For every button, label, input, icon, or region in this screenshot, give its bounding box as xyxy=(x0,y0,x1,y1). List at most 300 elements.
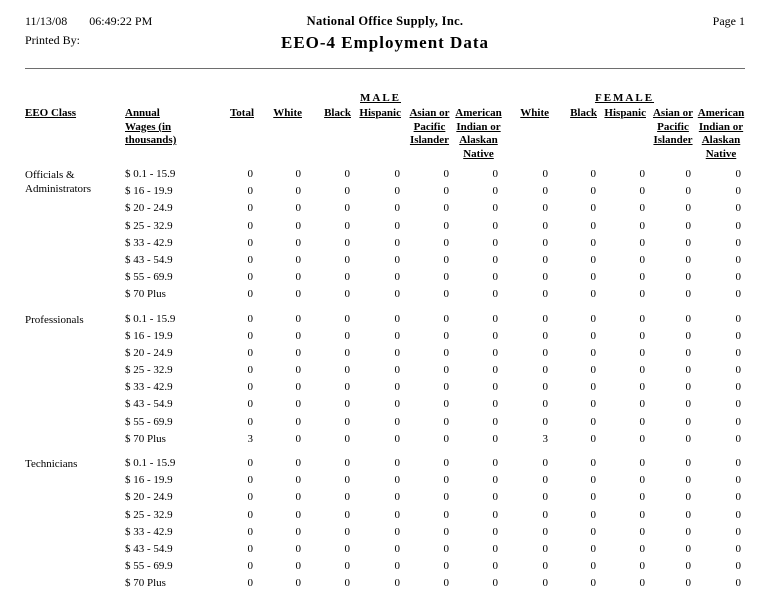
column-header-line: White xyxy=(273,107,302,119)
value-female-hispanic: 0 xyxy=(639,253,645,266)
value-female-asian-pacific-islander: 0 xyxy=(685,398,691,411)
value-female-white: 0 xyxy=(542,312,548,325)
value-female-hispanic: 0 xyxy=(639,381,645,394)
value-male-black: 0 xyxy=(344,491,350,504)
column-header-male-white xyxy=(258,107,306,121)
value-male-american-indian-alaskan-native: 0 xyxy=(492,525,498,538)
column-header-line: Pacific xyxy=(657,120,689,133)
male-group-header xyxy=(258,92,503,104)
value-male-black: 0 xyxy=(344,202,350,215)
column-header-line: American xyxy=(697,107,745,119)
wage-band-cell: $ 55 - 69.9 xyxy=(125,271,173,284)
value-female-american-indian-alaskan-native: 0 xyxy=(735,491,741,504)
column-header-eeo-class xyxy=(25,107,125,121)
column-header-female-black xyxy=(553,107,601,121)
value-male-american-indian-alaskan-native: 0 xyxy=(492,491,498,504)
value-female-white: 0 xyxy=(542,219,548,232)
value-total: 0 xyxy=(247,168,253,180)
value-male-hispanic: 0 xyxy=(394,346,400,359)
value-male-asian-pacific-islander: 0 xyxy=(443,312,449,325)
value-total: 0 xyxy=(247,577,253,590)
company-name: National Office Supply, Inc. xyxy=(306,14,464,28)
value-male-american-indian-alaskan-native: 0 xyxy=(492,312,498,325)
value-male-white: 0 xyxy=(295,346,301,359)
value-male-asian-pacific-islander: 0 xyxy=(443,271,449,284)
value-female-white: 0 xyxy=(542,577,548,590)
value-female-asian-pacific-islander: 0 xyxy=(685,364,691,377)
value-female-white: 0 xyxy=(542,346,548,359)
value-female-hispanic: 0 xyxy=(639,577,645,590)
value-male-asian-pacific-islander: 0 xyxy=(443,415,449,428)
value-female-american-indian-alaskan-native: 0 xyxy=(735,364,741,377)
value-female-black: 0 xyxy=(590,398,596,411)
value-female-asian-pacific-islander: 0 xyxy=(685,271,691,284)
value-female-hispanic: 0 xyxy=(639,457,645,469)
value-female-american-indian-alaskan-native: 0 xyxy=(735,415,741,428)
column-header-line: Indian or xyxy=(698,120,744,133)
value-female-black: 0 xyxy=(590,329,596,342)
value-female-hispanic: 0 xyxy=(639,168,645,180)
value-male-black: 0 xyxy=(344,288,350,301)
value-male-asian-pacific-islander: 0 xyxy=(443,168,449,180)
value-male-white: 0 xyxy=(295,312,301,325)
value-male-american-indian-alaskan-native: 0 xyxy=(492,381,498,394)
wage-band-cell: $ 20 - 24.9 xyxy=(125,346,173,359)
value-male-american-indian-alaskan-native: 0 xyxy=(492,560,498,573)
value-total: 3 xyxy=(247,432,253,445)
value-total: 0 xyxy=(247,525,253,538)
wage-band-cell: $ 55 - 69.9 xyxy=(125,415,173,428)
value-male-black: 0 xyxy=(344,185,350,198)
value-male-asian-pacific-islander: 0 xyxy=(443,364,449,377)
value-female-american-indian-alaskan-native: 0 xyxy=(735,577,741,590)
value-female-asian-pacific-islander: 0 xyxy=(685,457,691,469)
value-male-american-indian-alaskan-native: 0 xyxy=(492,577,498,590)
value-female-asian-pacific-islander: 0 xyxy=(685,525,691,538)
value-male-black: 0 xyxy=(344,508,350,521)
value-female-black: 0 xyxy=(590,236,596,249)
value-female-american-indian-alaskan-native: 0 xyxy=(735,381,741,394)
column-header-line: Native xyxy=(463,147,494,160)
value-male-american-indian-alaskan-native: 0 xyxy=(492,329,498,342)
gender-group-header-row xyxy=(25,92,745,104)
value-total: 0 xyxy=(247,364,253,377)
value-male-asian-pacific-islander: 0 xyxy=(443,560,449,573)
value-female-asian-pacific-islander: 0 xyxy=(685,253,691,266)
value-female-asian-pacific-islander: 0 xyxy=(685,508,691,521)
value-female-american-indian-alaskan-native: 0 xyxy=(735,219,741,232)
value-total: 0 xyxy=(247,542,253,555)
value-female-american-indian-alaskan-native: 0 xyxy=(735,253,741,266)
wage-band-cell: $ 70 Plus xyxy=(125,432,166,445)
value-total: 0 xyxy=(247,271,253,284)
value-male-asian-pacific-islander: 0 xyxy=(443,525,449,538)
value-female-american-indian-alaskan-native: 0 xyxy=(735,432,741,445)
value-male-asian-pacific-islander: 0 xyxy=(443,236,449,249)
value-female-american-indian-alaskan-native: 0 xyxy=(735,329,741,342)
value-male-american-indian-alaskan-native: 0 xyxy=(492,432,498,445)
value-male-hispanic: 0 xyxy=(394,415,400,428)
value-female-white: 0 xyxy=(542,560,548,573)
page-header-line2 xyxy=(25,33,745,60)
value-female-asian-pacific-islander: 0 xyxy=(685,432,691,445)
value-female-white: 0 xyxy=(542,288,548,301)
value-male-asian-pacific-islander: 0 xyxy=(443,398,449,411)
value-female-asian-pacific-islander: 0 xyxy=(685,381,691,394)
value-male-american-indian-alaskan-native: 0 xyxy=(492,542,498,555)
value-female-hispanic: 0 xyxy=(639,508,645,521)
value-male-hispanic: 0 xyxy=(394,491,400,504)
value-male-hispanic: 0 xyxy=(394,542,400,555)
value-male-black: 0 xyxy=(344,236,350,249)
value-total: 0 xyxy=(247,491,253,504)
value-male-american-indian-alaskan-native: 0 xyxy=(492,253,498,266)
value-male-asian-pacific-islander: 0 xyxy=(443,542,449,555)
value-male-black: 0 xyxy=(344,381,350,394)
column-header-line: Pacific xyxy=(413,120,446,133)
value-male-asian-pacific-islander: 0 xyxy=(443,185,449,198)
value-total: 0 xyxy=(247,415,253,428)
value-male-white: 0 xyxy=(295,432,301,445)
value-female-hispanic: 0 xyxy=(639,288,645,301)
value-male-black: 0 xyxy=(344,474,350,487)
value-female-white: 0 xyxy=(542,415,548,428)
value-female-asian-pacific-islander: 0 xyxy=(685,560,691,573)
value-male-hispanic: 0 xyxy=(394,329,400,342)
column-header-male-hispanic xyxy=(355,107,405,121)
value-male-american-indian-alaskan-native: 0 xyxy=(492,508,498,521)
value-female-white: 0 xyxy=(542,474,548,487)
value-male-asian-pacific-islander: 0 xyxy=(443,288,449,301)
value-male-black: 0 xyxy=(344,219,350,232)
female-group-label: FEMALE xyxy=(594,92,655,104)
value-total: 0 xyxy=(247,560,253,573)
eeo-class-label xyxy=(25,455,125,471)
value-male-white: 0 xyxy=(295,288,301,301)
value-male-american-indian-alaskan-native: 0 xyxy=(492,219,498,232)
value-female-black: 0 xyxy=(590,185,596,198)
value-female-asian-pacific-islander: 0 xyxy=(685,415,691,428)
value-female-american-indian-alaskan-native: 0 xyxy=(735,457,741,469)
value-female-black: 0 xyxy=(590,381,596,394)
value-male-white: 0 xyxy=(295,364,301,377)
value-female-black: 0 xyxy=(590,525,596,538)
value-female-asian-pacific-islander: 0 xyxy=(685,577,691,590)
column-header-line: Indian or xyxy=(456,120,501,133)
value-male-asian-pacific-islander: 0 xyxy=(443,329,449,342)
value-female-hispanic: 0 xyxy=(639,542,645,555)
value-female-white: 0 xyxy=(542,329,548,342)
wage-band-cell: $ 43 - 54.9 xyxy=(125,253,173,266)
value-female-hispanic: 0 xyxy=(639,185,645,198)
value-male-hispanic: 0 xyxy=(394,381,400,394)
wage-band-cell: $ 43 - 54.9 xyxy=(125,398,173,411)
value-male-hispanic: 0 xyxy=(394,474,400,487)
value-male-white: 0 xyxy=(295,168,301,180)
value-female-black: 0 xyxy=(590,364,596,377)
wage-band-cell: $ 43 - 54.9 xyxy=(125,542,173,555)
value-male-american-indian-alaskan-native: 0 xyxy=(492,236,498,249)
wage-band-cell: $ 16 - 19.9 xyxy=(125,329,173,342)
value-female-american-indian-alaskan-native: 0 xyxy=(735,288,741,301)
value-male-hispanic: 0 xyxy=(394,312,400,325)
value-female-hispanic: 0 xyxy=(639,474,645,487)
value-male-white: 0 xyxy=(295,560,301,573)
value-female-american-indian-alaskan-native: 0 xyxy=(735,346,741,359)
value-male-american-indian-alaskan-native: 0 xyxy=(492,364,498,377)
column-header-line: Black xyxy=(324,107,351,119)
value-male-black: 0 xyxy=(344,398,350,411)
value-male-white: 0 xyxy=(295,457,301,469)
column-header-line: Hispanic xyxy=(604,107,646,119)
page-header-line1 xyxy=(25,14,745,33)
value-female-asian-pacific-islander: 0 xyxy=(685,491,691,504)
male-group-label: MALE xyxy=(360,92,401,104)
column-header-line: Alaskan xyxy=(459,134,498,146)
value-female-black: 0 xyxy=(590,491,596,504)
value-total: 0 xyxy=(247,219,253,232)
wage-band-cell: $ 16 - 19.9 xyxy=(125,185,173,198)
wage-band-cell: $ 0.1 - 15.9 xyxy=(125,168,176,180)
value-male-hispanic: 0 xyxy=(394,168,400,180)
column-header-line: Hispanic xyxy=(359,107,401,119)
value-male-american-indian-alaskan-native: 0 xyxy=(492,398,498,411)
value-female-hispanic: 0 xyxy=(639,525,645,538)
value-total: 0 xyxy=(247,236,253,249)
value-total: 0 xyxy=(247,253,253,266)
column-header-row xyxy=(25,107,745,161)
value-female-white: 3 xyxy=(542,432,548,445)
value-female-black: 0 xyxy=(590,312,596,325)
value-male-hispanic: 0 xyxy=(394,577,400,590)
annual-wages-header-line: thousands) xyxy=(125,134,177,146)
column-header-female-white xyxy=(503,107,553,121)
value-total: 0 xyxy=(247,508,253,521)
eeo-class-header-label: EEO Class xyxy=(25,107,77,119)
value-female-black: 0 xyxy=(590,415,596,428)
value-female-white: 0 xyxy=(542,525,548,538)
column-header-female-asian-pacific-islander xyxy=(650,107,696,148)
value-male-asian-pacific-islander: 0 xyxy=(443,253,449,266)
value-male-white: 0 xyxy=(295,415,301,428)
eeo-class-label xyxy=(25,311,125,327)
value-female-black: 0 xyxy=(590,271,596,284)
value-total: 0 xyxy=(247,457,253,469)
value-male-american-indian-alaskan-native: 0 xyxy=(492,474,498,487)
value-female-asian-pacific-islander: 0 xyxy=(685,329,691,342)
column-header-line: Islander xyxy=(409,134,450,146)
value-male-white: 0 xyxy=(295,202,301,215)
value-male-hispanic: 0 xyxy=(394,236,400,249)
value-male-hispanic: 0 xyxy=(394,253,400,266)
value-female-black: 0 xyxy=(590,168,596,180)
annual-wages-header-line: Wages (in xyxy=(125,120,172,133)
column-header-line: Asian or xyxy=(409,107,450,119)
printed-by-label: Printed By: xyxy=(25,33,81,47)
female-group-header xyxy=(503,92,746,104)
value-male-asian-pacific-islander: 0 xyxy=(443,577,449,590)
value-female-american-indian-alaskan-native: 0 xyxy=(735,168,741,180)
value-male-asian-pacific-islander: 0 xyxy=(443,432,449,445)
value-female-american-indian-alaskan-native: 0 xyxy=(735,185,741,198)
column-header-line: Alaskan xyxy=(701,134,741,146)
value-female-american-indian-alaskan-native: 0 xyxy=(735,236,741,249)
wage-band-cell: $ 25 - 32.9 xyxy=(125,364,173,377)
value-female-black: 0 xyxy=(590,346,596,359)
value-male-american-indian-alaskan-native: 0 xyxy=(492,168,498,180)
eeo-class-label-line: Officials & xyxy=(25,169,75,181)
value-female-black: 0 xyxy=(590,432,596,445)
wage-band-cell: $ 20 - 24.9 xyxy=(125,202,173,215)
value-total: 0 xyxy=(247,381,253,394)
value-male-american-indian-alaskan-native: 0 xyxy=(492,346,498,359)
report-date: 11/13/08 xyxy=(25,14,68,28)
value-female-american-indian-alaskan-native: 0 xyxy=(735,508,741,521)
value-female-black: 0 xyxy=(590,202,596,215)
wage-band-cell: $ 0.1 - 15.9 xyxy=(125,457,176,469)
value-total: 0 xyxy=(247,202,253,215)
value-total: 0 xyxy=(247,474,253,487)
wage-band-cell: $ 16 - 19.9 xyxy=(125,474,173,487)
eeo-class-group-0 xyxy=(25,166,745,304)
value-male-white: 0 xyxy=(295,525,301,538)
value-female-asian-pacific-islander: 0 xyxy=(685,542,691,555)
value-male-black: 0 xyxy=(344,364,350,377)
value-male-asian-pacific-islander: 0 xyxy=(443,474,449,487)
value-male-hispanic: 0 xyxy=(394,185,400,198)
value-female-hispanic: 0 xyxy=(639,236,645,249)
value-male-white: 0 xyxy=(295,253,301,266)
value-female-hispanic: 0 xyxy=(639,202,645,215)
value-male-american-indian-alaskan-native: 0 xyxy=(492,185,498,198)
value-male-hispanic: 0 xyxy=(394,508,400,521)
value-female-hispanic: 0 xyxy=(639,346,645,359)
value-female-white: 0 xyxy=(542,253,548,266)
table-body xyxy=(25,166,745,593)
value-female-white: 0 xyxy=(542,236,548,249)
value-female-american-indian-alaskan-native: 0 xyxy=(735,398,741,411)
value-female-white: 0 xyxy=(542,185,548,198)
wage-band-cell: $ 0.1 - 15.9 xyxy=(125,312,176,325)
value-male-black: 0 xyxy=(344,525,350,538)
value-female-black: 0 xyxy=(590,577,596,590)
value-female-white: 0 xyxy=(542,364,548,377)
value-female-white: 0 xyxy=(542,508,548,521)
value-male-black: 0 xyxy=(344,415,350,428)
value-male-hispanic: 0 xyxy=(394,288,400,301)
value-female-asian-pacific-islander: 0 xyxy=(685,236,691,249)
value-female-hispanic: 0 xyxy=(639,560,645,573)
value-female-white: 0 xyxy=(542,457,548,469)
value-female-hispanic: 0 xyxy=(639,329,645,342)
value-male-black: 0 xyxy=(344,542,350,555)
value-female-american-indian-alaskan-native: 0 xyxy=(735,202,741,215)
value-male-american-indian-alaskan-native: 0 xyxy=(492,288,498,301)
value-female-black: 0 xyxy=(590,474,596,487)
value-female-american-indian-alaskan-native: 0 xyxy=(735,542,741,555)
value-male-asian-pacific-islander: 0 xyxy=(443,491,449,504)
value-male-american-indian-alaskan-native: 0 xyxy=(492,415,498,428)
column-header-female-hispanic xyxy=(601,107,650,121)
value-male-black: 0 xyxy=(344,346,350,359)
value-female-hispanic: 0 xyxy=(639,415,645,428)
column-header-male-asian-pacific-islander xyxy=(405,107,454,148)
value-male-black: 0 xyxy=(344,577,350,590)
value-total: 0 xyxy=(247,312,253,325)
value-female-hispanic: 0 xyxy=(639,219,645,232)
value-male-hispanic: 0 xyxy=(394,525,400,538)
value-male-black: 0 xyxy=(344,560,350,573)
wage-band-cell: $ 70 Plus xyxy=(125,288,166,301)
value-total: 0 xyxy=(247,398,253,411)
page-number: Page 1 xyxy=(712,14,745,28)
value-female-asian-pacific-islander: 0 xyxy=(685,219,691,232)
wage-band-cell: $ 33 - 42.9 xyxy=(125,381,173,394)
value-female-american-indian-alaskan-native: 0 xyxy=(735,525,741,538)
value-female-hispanic: 0 xyxy=(639,432,645,445)
column-header-line: Total xyxy=(229,107,254,119)
value-male-black: 0 xyxy=(344,253,350,266)
column-header-line: Black xyxy=(570,107,597,119)
wage-band-cell: $ 70 Plus xyxy=(125,577,166,590)
eeo-class-label xyxy=(25,166,125,196)
column-header-male-black xyxy=(306,107,355,121)
value-male-hispanic: 0 xyxy=(394,271,400,284)
value-male-hispanic: 0 xyxy=(394,364,400,377)
value-male-black: 0 xyxy=(344,271,350,284)
column-header-line: American xyxy=(455,107,502,119)
value-female-white: 0 xyxy=(542,168,548,180)
value-male-white: 0 xyxy=(295,542,301,555)
value-female-black: 0 xyxy=(590,288,596,301)
value-female-american-indian-alaskan-native: 0 xyxy=(735,271,741,284)
value-male-hispanic: 0 xyxy=(394,219,400,232)
wage-band-cell: $ 25 - 32.9 xyxy=(125,508,173,521)
value-male-hispanic: 0 xyxy=(394,202,400,215)
value-male-white: 0 xyxy=(295,329,301,342)
value-male-hispanic: 0 xyxy=(394,432,400,445)
wage-band-cell: $ 33 - 42.9 xyxy=(125,525,173,538)
value-female-white: 0 xyxy=(542,491,548,504)
report-time: 06:49:22 PM xyxy=(89,14,153,28)
value-female-white: 0 xyxy=(542,202,548,215)
column-header-total xyxy=(205,107,258,121)
column-header-line: White xyxy=(520,107,549,119)
annual-wages-header-line: Annual xyxy=(125,107,160,119)
value-male-asian-pacific-islander: 0 xyxy=(443,508,449,521)
value-female-white: 0 xyxy=(542,398,548,411)
report-title: EEO-4 Employment Data xyxy=(281,33,489,52)
wage-band-cell: $ 33 - 42.9 xyxy=(125,236,173,249)
column-header-line: Islander xyxy=(653,134,693,146)
value-male-hispanic: 0 xyxy=(394,560,400,573)
value-female-white: 0 xyxy=(542,271,548,284)
value-female-hispanic: 0 xyxy=(639,491,645,504)
value-male-white: 0 xyxy=(295,508,301,521)
value-male-asian-pacific-islander: 0 xyxy=(443,381,449,394)
value-female-asian-pacific-islander: 0 xyxy=(685,202,691,215)
header-divider xyxy=(25,68,745,69)
value-male-white: 0 xyxy=(295,491,301,504)
eeo-class-group-1 xyxy=(25,311,745,449)
value-male-white: 0 xyxy=(295,236,301,249)
value-female-hispanic: 0 xyxy=(639,271,645,284)
eeo-class-group-2 xyxy=(25,455,745,593)
column-header-annual-wages xyxy=(125,107,205,148)
value-male-hispanic: 0 xyxy=(394,457,400,469)
value-female-black: 0 xyxy=(590,253,596,266)
value-female-asian-pacific-islander: 0 xyxy=(685,474,691,487)
